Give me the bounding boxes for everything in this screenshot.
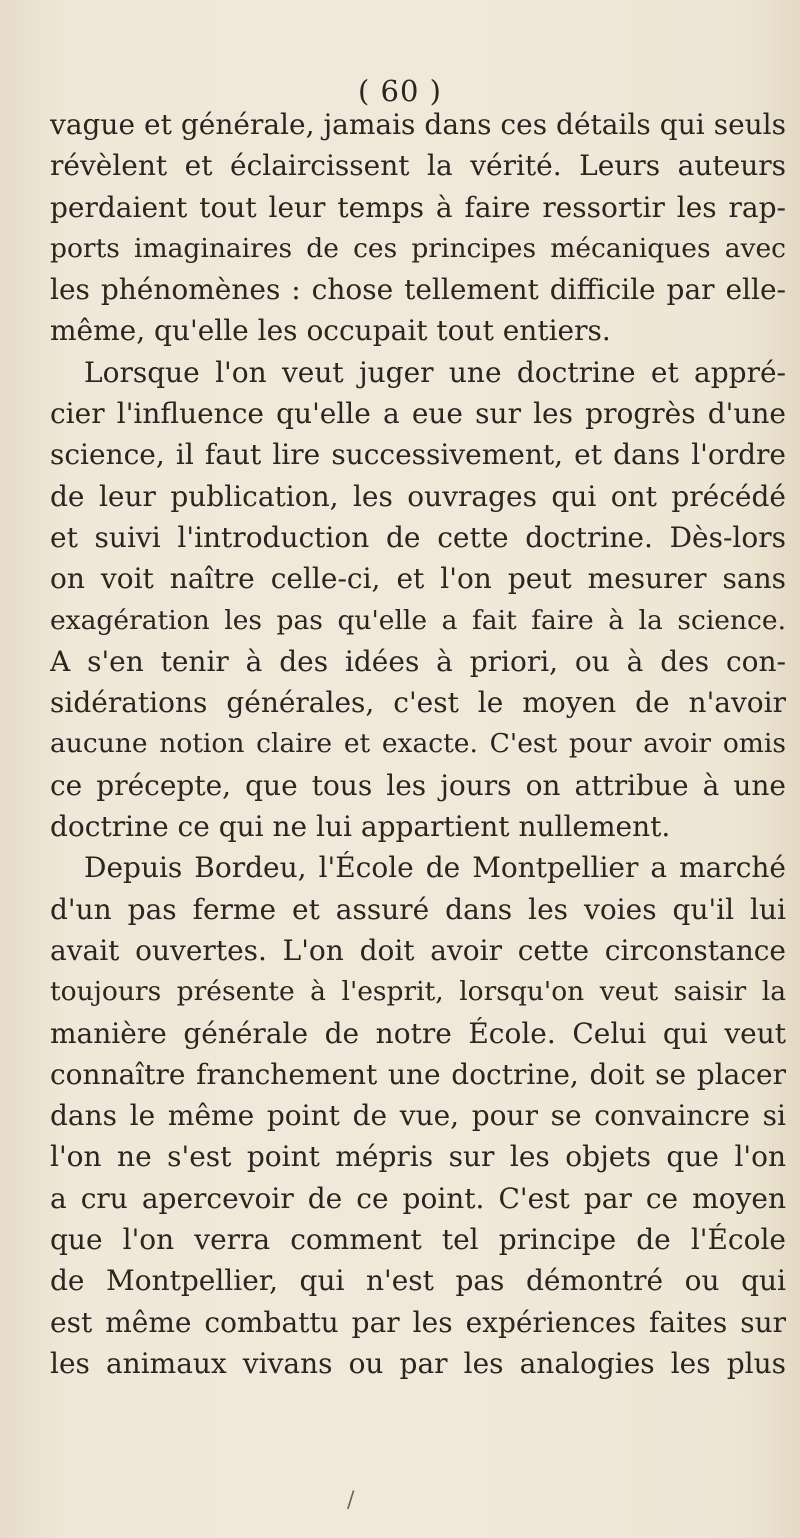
text-line: vague et générale, jamais dans ces détails qui seuls — [50, 108, 786, 141]
text-line: l'on ne s'est point mépris sur les objets que l'on — [50, 1140, 786, 1174]
page-number: ( 60 ) — [358, 74, 442, 108]
text-line: de leur publication, les ouvrages qui ont précédé — [50, 479, 786, 513]
text-line: de Montpellier, qui n'est pas démontré ou qui — [50, 1264, 786, 1298]
text-line: sidérations générales, c'est le moyen de n'avoir — [50, 686, 786, 720]
text-line: que l'on verra comment tel principe de l'École — [50, 1223, 786, 1257]
body-text — [50, 104, 786, 1384]
text-line: perdaient tout leur temps à faire ressortir les rap- — [50, 190, 786, 224]
text-line: avait ouvertes. L'on doit avoir cette circonstance — [50, 933, 786, 967]
text-line: A s'en tenir à des idées à priori, ou à des con- — [50, 644, 786, 678]
text-line: exagération les pas qu'elle a fait faire à la science. — [50, 604, 786, 636]
text-line: ce précepte, que tous les jours on attribue à une — [50, 768, 786, 802]
text-line: Depuis Bordeu, l'École de Montpellier a marché — [84, 851, 786, 885]
text-line: les phénomènes : chose tellement difficile par elle- — [50, 273, 786, 307]
text-line: science, il faut lire successivement, et dans l'ordre — [50, 438, 786, 472]
text-line: est même combattu par les expériences faites sur — [50, 1305, 786, 1339]
text-line: doctrine ce qui ne lui appartient nullement. — [50, 810, 671, 844]
text-line: d'un pas ferme et assuré dans les voies qu'il lui — [50, 892, 786, 926]
text-line: Lorsque l'on veut juger une doctrine et appré- — [84, 355, 786, 389]
text-line: connaître franchement une doctrine, doit se placer — [50, 1057, 786, 1091]
text-line: ports imaginaires de ces principes mécaniques avec — [50, 232, 786, 264]
stray-pen-mark: / — [347, 1488, 355, 1513]
text-line: cier l'influence qu'elle a eue sur les progrès d'une — [50, 397, 786, 431]
text-line: on voit naître celle-ci, et l'on peut mesurer sans — [50, 562, 786, 596]
text-line: les animaux vivans ou par les analogies les plus — [50, 1346, 786, 1380]
text-line: aucune notion claire et exacte. C'est pour avoir omis — [50, 728, 786, 760]
text-line: a cru apercevoir de ce point. C'est par ce moyen — [50, 1181, 786, 1215]
text-line: même, qu'elle les occupait tout entiers. — [50, 314, 611, 348]
text-line: toujours présente à l'esprit, lorsqu'on veut saisir la — [50, 976, 786, 1008]
text-line: manière générale de notre École. Celui qui veut — [50, 1016, 786, 1050]
text-line: dans le même point de vue, pour se convaincre si — [50, 1099, 786, 1133]
text-line: et suivi l'introduction de cette doctrine. Dès-lors — [50, 520, 786, 554]
text-line: révèlent et éclaircissent la vérité. Leurs auteurs — [50, 149, 786, 183]
